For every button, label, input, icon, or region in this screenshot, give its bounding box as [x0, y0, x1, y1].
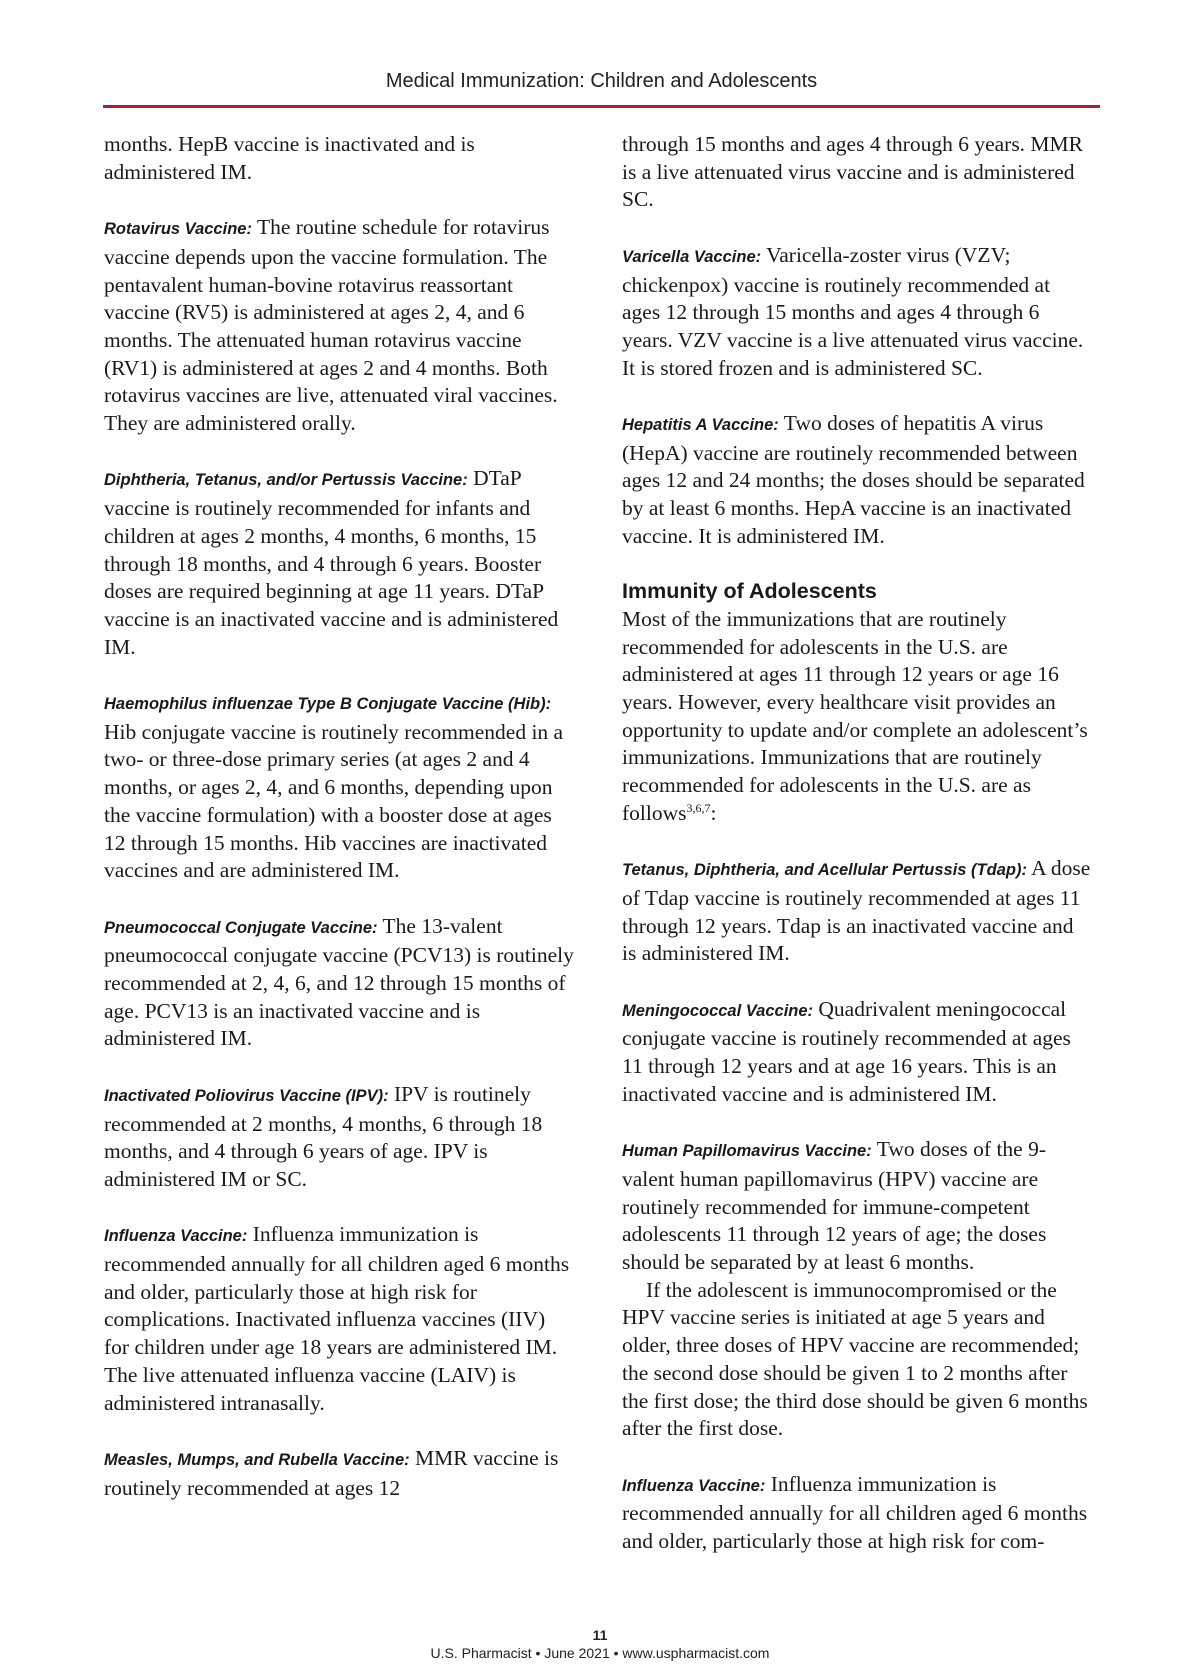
influenza-children-body: Influenza immunization is recommended annually for all children aged 6 months and older, particularly those at high risk for complications. Inactivated influenza vaccines (IIV) for children under age 18 years are administered IM. The live attenuated influenza vaccine (LAIV) is administered intranasally.: [104, 1222, 570, 1415]
hpv-lead: Human Papillomavirus Vaccine:: [622, 1142, 872, 1161]
rotavirus-lead: Rotavirus Vaccine:: [104, 220, 252, 239]
meningococcal-paragraph: [622, 996, 1092, 1109]
header-rule: [103, 105, 1100, 108]
hepa-paragraph: [622, 410, 1092, 551]
influenza-children-paragraph: [104, 1221, 574, 1417]
ipv-body: IPV is routinely recommended at 2 months, 4 months, 6 through 18 months, and 4 through 6 years of age. IPV is administered IM or SC.: [104, 1081, 543, 1191]
influenza-adolescent-body: Influenza immunization is recommended annually for all children aged 6 months and older, particularly those at high risk for com-: [622, 1471, 1088, 1554]
influenza-adolescent-lead: Influenza Vaccine:: [622, 1476, 766, 1495]
tdap-lead: Tetanus, Diphtheria, and Acellular Pertussis (Tdap):: [622, 861, 1027, 880]
rotavirus-paragraph: [104, 214, 574, 438]
right-column: [622, 131, 1092, 1556]
hib-lead: Type B Conjugate Vaccine (Hib):: [292, 695, 552, 714]
ipv-lead: Inactivated Poliovirus Vaccine (IPV):: [104, 1086, 389, 1105]
adolescents-intro-paragraph: [622, 606, 1092, 828]
left-column: [104, 131, 574, 1502]
hepa-body: Two doses of hepatitis A virus (HepA) vaccine are routinely recommended between ages 12 and 24 months; the doses should be separated by at least 6 months. HepA vaccine is an inactivated vaccine. It is administered IM.: [622, 411, 1085, 548]
pcv-lead: Pneumococcal Conjugate Vaccine:: [104, 918, 378, 937]
reference-superscript: 3,6,7: [686, 800, 711, 815]
tdap-paragraph: [622, 855, 1092, 968]
mmr-lead: Measles, Mumps, and Rubella Vaccine:: [104, 1450, 410, 1469]
hpv-immunocompromised-paragraph: If the adolescent is immunocompromised or the HPV vaccine series is initiated at age 5 years and older, three doses of HPV vaccine are recommended; the second dose should be given 1 to 2 months after the first dose; the third dose should be given 6 months after the first dose.: [622, 1277, 1088, 1441]
mmr-paragraph: [104, 1445, 574, 1502]
mmr-body: MMR vaccine is routinely recommended at ages 12: [104, 1445, 559, 1500]
hib-body: Hib conjugate vaccine is routinely recommended in a two- or three-dose primary series (at ages 2 and 4 months, or ages 2, 4, and 6 months, depending upon the vaccine formulation) with a booster dose at ages 12 through 15 months. Hib vaccines are inactivated vaccines and are administered IM.: [104, 719, 564, 883]
ipv-paragraph: [104, 1081, 574, 1194]
hepa-lead: Hepatitis A Vaccine:: [622, 416, 779, 434]
adolescents-intro-body: Most of the immunizations that are routinely recommended for adolescents in the U.S. are administered at ages 11 through 12 years or age 16 years. However, every healthcare visit provides an opportunity to update and/or complete an adolescent’s immunizations. Immunizations that are routinely recommended for adolescents in the U.S. are as follows: [622, 606, 1088, 825]
section-heading: Immunity of Adolescents: [622, 579, 877, 604]
hpv-paragraph: [622, 1136, 1092, 1277]
influenza-adolescent-paragraph: [622, 1471, 1092, 1556]
varicella-body: Varicella-zoster virus (VZV; chickenpox) vaccine is routinely recommended at ages 12 through 15 months and ages 4 through 6 years. VZV vaccine is a live attenuated virus vaccine. It is stored frozen and is administered SC.: [622, 242, 1084, 380]
pcv-body: The 13-valent pneumococcal conjugate vaccine (PCV13) is routinely recommended at 2, 4, 6, and 12 through 15 months of age. PCV13 is an inactivated vaccine and is administered IM.: [104, 913, 574, 1051]
dtap-body: DTaP vaccine is routinely recommended for infants and children at ages 2 months, 4 months, 6 months, 15 through 18 months, and 4 through 6 years. Booster doses are required beginning at age 11 years. DTaP vaccine is an inactivated vaccine and is administered IM.: [104, 466, 559, 659]
adolescents-intro-end: :: [710, 800, 717, 825]
hib-paragraph: [104, 689, 574, 885]
publication-footer: U.S. Pharmacist • June 2021 • www.uspharmacist.com: [430, 1645, 770, 1661]
meningococcal-body: Quadrivalent meningococcal conjugate vaccine is routinely recommended at ages 11 through 12 years and at age 16 years. This is an inactivated vaccine and is administered IM.: [622, 996, 1071, 1106]
pcv-paragraph: [104, 913, 574, 1054]
tdap-body: A dose of Tdap vaccine is routinely recommended at ages 11 through 12 years. Tdap is an inactivated vaccine and is administered IM.: [622, 856, 1091, 966]
running-head-title: Medical Immunization: Children and Adolescents: [385, 70, 818, 92]
meningococcal-lead: Meningococcal Vaccine:: [622, 1001, 814, 1020]
hepb-continuation: months. HepB vaccine is inactivated and is administered IM.: [104, 132, 475, 184]
page-number: 11: [592, 1627, 608, 1643]
mmr-continuation: through 15 months and ages 4 through 6 years. MMR is a live attenuated virus vaccine and is administered SC.: [622, 132, 1084, 212]
rotavirus-body: The routine schedule for rotavirus vaccine depends upon the vaccine formulation. The pentavalent human-bovine rotavirus reassortant vaccine (RV5) is administered at ages 2, 4, and 6 months. The attenuated human rotavirus vaccine (RV1) is administered at ages 2 and 4 months. Both rotavirus vaccines are live, attenuated viral vaccines. They are administered orally.: [104, 215, 558, 436]
varicella-paragraph: [622, 242, 1092, 383]
hib-lead-organism: Haemophilus influenzae: [104, 695, 293, 714]
dtap-paragraph: [104, 465, 574, 661]
varicella-lead: Varicella Vaccine:: [622, 247, 762, 266]
influenza-children-lead: Influenza Vaccine:: [104, 1227, 248, 1246]
dtap-lead: Diphtheria, Tetanus, and/or Pertussis Vaccine:: [104, 471, 468, 490]
hpv-body: Two doses of the 9-valent human papillomavirus (HPV) vaccine are routinely recommended for immune-competent adolescents 11 through 12 years of age; the doses should be separated by at least 6 months.: [622, 1137, 1047, 1275]
